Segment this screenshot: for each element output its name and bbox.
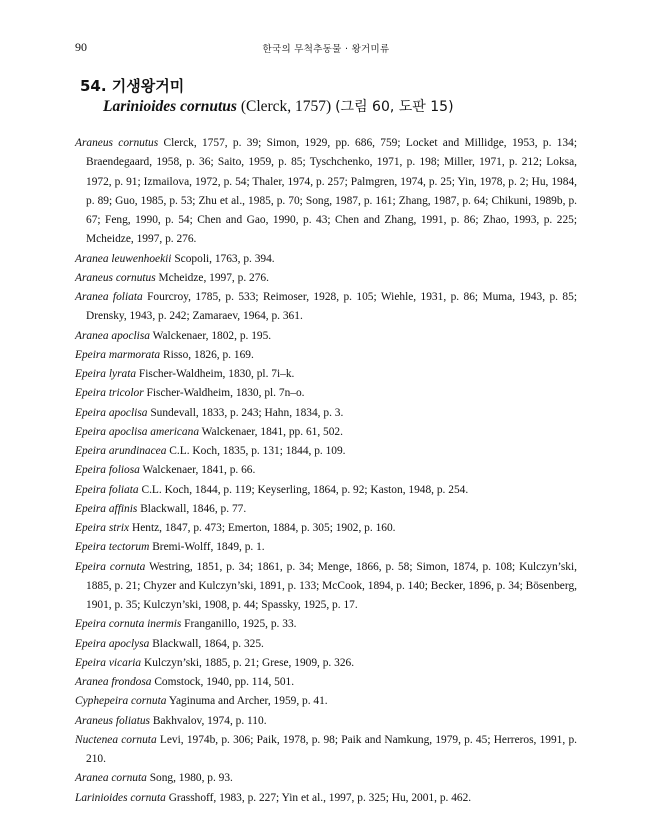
synonym-entry — [75, 519, 577, 538]
synonym-entry — [75, 250, 577, 269]
synonym-references: C.L. Koch, 1844, p. 119; Keyserling, 1864, p. 92; Kaston, 1948, p. 254. — [141, 483, 469, 496]
page-number: 90 — [75, 40, 87, 54]
synonym-name: Araneus cornutus — [75, 271, 156, 284]
synonym-name: Epeira cornuta inermis — [75, 618, 182, 631]
synonym-entry — [75, 635, 577, 654]
synonym-entry — [75, 538, 577, 557]
synonym-references: Mcheidze, 1997, p. 276. — [158, 271, 269, 284]
synonym-references: Levi, 1974b, p. 306; Paik, 1978, p. 98; Paik and Namkung, 1979, p. 45; Herreros, 1991, p. 210. — [86, 733, 577, 765]
synonym-references: Comstock, 1940, pp. 114, 501. — [154, 676, 295, 688]
synonym-name: Araneus foliatus — [75, 714, 150, 727]
synonym-name: Epeira foliosa — [75, 464, 140, 477]
synonym-references: Walckenaer, 1841, p. 66. — [142, 464, 256, 477]
synonym-name: Araneus cornutus — [75, 137, 159, 149]
synonym-references: Risso, 1826, p. 169. — [162, 348, 254, 361]
synonym-entry — [75, 692, 577, 711]
synonym-entry — [75, 442, 577, 461]
synonym-references: Fischer-Waldheim, 1830, pl. 7i–k. — [138, 368, 295, 380]
synonym-entry — [75, 461, 577, 480]
synonym-name: Aranea leuwenhoekii — [75, 252, 172, 265]
synonym-references: Bakhvalov, 1974, p. 110. — [152, 714, 267, 727]
synonym-entry — [75, 615, 577, 634]
synonym-references: Scopoli, 1763, p. 394. — [174, 252, 275, 265]
synonym-name: Epeira tectorum — [75, 541, 150, 554]
species-authority: (Clerck, 1757) — [240, 98, 332, 115]
species-figure-ref: (그림 60, 도판 15) — [335, 99, 454, 115]
synonym-name: Aranea foliata — [75, 291, 143, 303]
synonym-name: Larinioides cornuta — [75, 791, 166, 804]
synonym-entry — [75, 346, 577, 365]
species-scientific-line — [103, 96, 600, 118]
synonym-name: Epeira tricolor — [75, 387, 144, 400]
synonym-name: Epeira vicaria — [75, 656, 142, 669]
synonym-entry — [75, 654, 577, 673]
synonym-entry — [75, 404, 577, 423]
synonym-references: Fischer-Waldheim, 1830, pl. 7n–o. — [146, 387, 305, 400]
synonym-references: Kulczyn’ski, 1885, p. 21; Grese, 1909, p. 326. — [143, 656, 355, 669]
synonym-list — [75, 134, 577, 808]
synonym-entry — [75, 789, 577, 808]
synonym-references: Bremi-Wolff, 1849, p. 1. — [152, 541, 265, 554]
synonym-entry — [75, 500, 577, 519]
synonym-name: Epeira affinis — [75, 502, 138, 515]
synonym-references: Song, 1980, p. 93. — [149, 772, 233, 785]
synonym-references: Yaginuma and Archer, 1959, p. 41. — [168, 695, 328, 708]
synonym-references: Blackwall, 1864, p. 325. — [152, 637, 264, 650]
synonym-references: Clerck, 1757, p. 39; Simon, 1929, pp. 686, 759; Locket and Millidge, 1953, p. 134; Braendegaard, 1958, p. 36; Saito, 1959, p. 85; Tyschchenko, 1971, p. 198; Miller, 1971, p. 212; Loksa, 1972, p. 91; Izmailova, 1972, p. 54; Thaler, 1974, p. 257; Palmgren, 1974, p. 25; Yin, 1978, p. 2; Hu, 1984, p. 89; Guo, 1985, p. 53; Zhu et al., 1985, p. 70; Song, 1987, p. 161; Zhang, 1987, p. 64; Chikuni, 1989b, p. 67; Feng, 1990, p. 54; Chen and Gao, 1990, p. 43; Chen and Zhang, 1991, p. 86; Zhao, 1993, p. 225; Mcheidze, 1997, p. 276. — [86, 137, 577, 246]
synonym-entry — [75, 481, 577, 500]
synonym-name: Cyphepeira cornuta — [75, 695, 167, 708]
synonym-references: C.L. Koch, 1835, p. 131; 1844, p. 109. — [169, 445, 346, 457]
synonym-name: Epeira arundinacea — [75, 445, 167, 457]
synonym-entry — [75, 712, 577, 731]
synonym-entry — [75, 384, 577, 403]
synonym-name: Epeira foliata — [75, 483, 139, 496]
synonym-name: Epeira marmorata — [75, 348, 161, 361]
synonym-references: Grasshoff, 1983, p. 227; Yin et al., 1997, p. 325; Hu, 2001, p. 462. — [168, 791, 472, 804]
synonym-name: Epeira cornuta — [75, 560, 146, 573]
synonym-entry — [75, 731, 577, 770]
synonym-name: Aranea cornuta — [75, 772, 147, 785]
synonym-entry — [75, 288, 577, 327]
synonym-entry — [75, 365, 577, 384]
synonym-entry — [75, 769, 577, 788]
synonym-name: Aranea frondosa — [75, 676, 152, 688]
synonym-name: Epeira apoclisa americana — [75, 425, 200, 438]
synonym-references: Franganillo, 1925, p. 33. — [184, 618, 297, 631]
synonym-references: Walckenaer, 1802, p. 195. — [152, 329, 272, 342]
synonym-name: Aranea apoclisa — [75, 329, 150, 342]
synonym-name: Epeira strix — [75, 522, 130, 534]
synonym-references: Westring, 1851, p. 34; 1861, p. 34; Menge, 1866, p. 58; Simon, 1874, p. 108; Kulczyn’ski, 1885, p. 21; Chyzer and Kulczyn’ski, 1891, p. 133; McCook, 1894, p. 140; Becker, 1896, p. 34; Bösenberg, 1901, p. 35; Kulczyn’ski, 1908, p. 44; Spassky, 1925, p. 17. — [86, 560, 577, 611]
synonym-references: Sundevall, 1833, p. 243; Hahn, 1834, p. 3. — [150, 406, 344, 419]
synonym-name: Nuctenea cornuta — [75, 733, 157, 746]
species-scientific-name: Larinioides cornutus — [103, 98, 237, 115]
species-number-name: 54. 기생왕거미 — [80, 77, 185, 95]
synonym-references: Fourcroy, 1785, p. 533; Reimoser, 1928, p. 105; Wiehle, 1931, p. 86; Muma, 1943, p. 85; Drensky, 1943, p. 242; Zamaraev, 1964, p. 361. — [86, 291, 577, 323]
synonym-name: Epeira lyrata — [75, 368, 137, 380]
species-heading — [80, 76, 600, 118]
synonym-name: Epeira apoclysa — [75, 637, 150, 650]
synonym-entry — [75, 134, 577, 250]
synonym-entry — [75, 269, 577, 288]
synonym-entry — [75, 327, 577, 346]
synonym-references: Walckenaer, 1841, pp. 61, 502. — [201, 425, 343, 438]
synonym-entry — [75, 673, 577, 692]
running-head: 한국의 무척추동물 · 왕거미류 — [262, 44, 390, 55]
synonym-entry — [75, 558, 577, 616]
synonym-references: Hentz, 1847, p. 473; Emerton, 1884, p. 305; 1902, p. 160. — [131, 522, 396, 534]
synonym-references: Blackwall, 1846, p. 77. — [140, 502, 247, 515]
synonym-entry — [75, 423, 577, 442]
synonym-name: Epeira apoclisa — [75, 406, 148, 419]
